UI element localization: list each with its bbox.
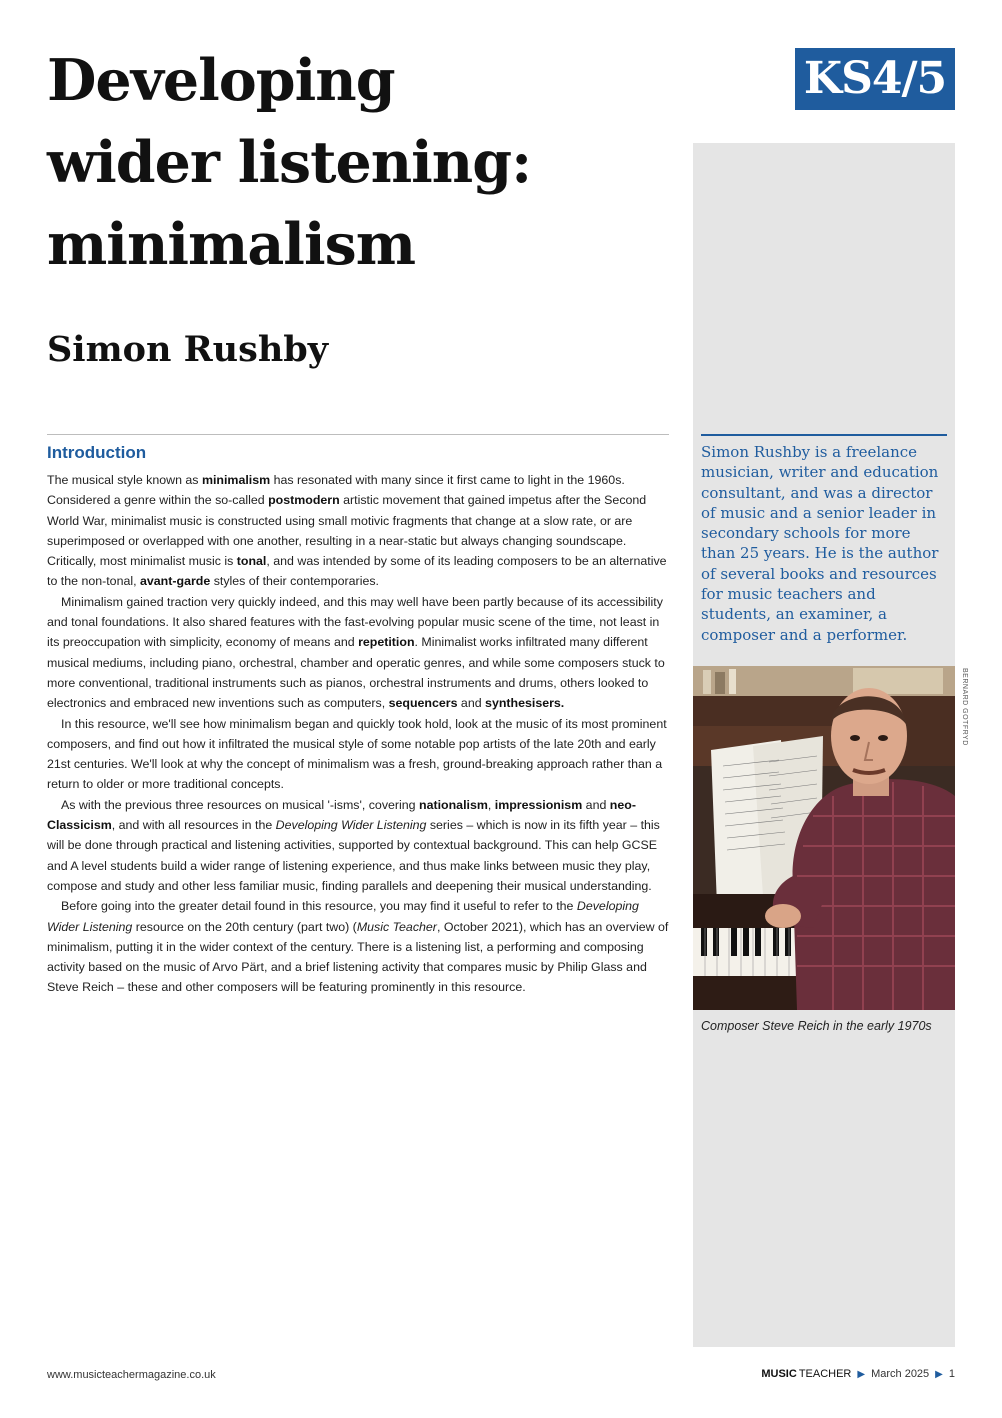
footer-brand-music: MUSIC [761, 1368, 797, 1380]
paragraph-4: As with the previous three resources on musical '-isms', covering nationalism, impressionism and neo-Classicism, and with all resources in the Developing Wider Listening series – which is now in its fifth year – this will be done through practical and listening activities, supported by contextual background. This can help GCSE and A level students build a wider range of listening experience, and thus make links between music they play, compose and study and other less familiar music, finding parallels and deepening their musical understanding. [47, 797, 660, 893]
bio-divider [701, 434, 947, 436]
photo-caption: Composer Steve Reich in the early 1970s [701, 1019, 932, 1033]
photo-credit: BERNARD GOTFRYD [961, 668, 968, 746]
composer-photo [693, 666, 955, 1010]
footer-brand-teacher: TEACHER [798, 1368, 852, 1380]
triangle-right-icon: ▶ [935, 1368, 943, 1380]
paragraph-2: Minimalism gained traction very quickly indeed, and this may well have been partly because of its accessibility and tonal foundations. It also shared features with the fast-evolving popular music scene of the time, not least in its preoccupation with simplicity, economy of means and repetition. Minimalist works infiltrated many different musical mediums, including piano, orchestral, chamber and operatic genres, and while some composers stuck to more conventional, traditional instruments such as pianos, orchestral instruments and drums, others looked to electronics and embraced new inventions such as computers, sequencers and synthesisers. [47, 594, 665, 711]
composer-photo-illustration [693, 666, 955, 1010]
section-divider [47, 434, 669, 435]
paragraph-1: The musical style known as minimalism has resonated with many since it first came to light in the 1960s. Considered a genre within the so-called postmodern artistic movement that gained impetus after the Second World War, minimalist music is constructed using small motivic fragments that change at a slow rate, or are superimposed or overlapped with one another, resulting in a near-static but always changing soundscape. Critically, most minimalist music is tonal, and was intended by some of its leading composers to be an alternative to the non-tonal, avant-garde styles of their contemporaries. [47, 473, 667, 589]
footer-issue-info [761, 1368, 955, 1380]
key-stage-badge: KS4/5 [795, 48, 955, 110]
page-number: 1 [948, 1368, 955, 1380]
title-line-1: Developing [47, 47, 395, 114]
footer-issue-date: March 2025 [871, 1368, 930, 1380]
article-title [47, 40, 667, 286]
author-name: Simon Rushby [47, 329, 329, 370]
paragraph-5: Before going into the greater detail found in this resource, you may find it useful to refer to the Developing Wider Listening resource on the 20th century (part two) (Music Teacher, October 2021), which has an overview of minimalism, putting it in the wider context of the century. There is a listening list, a performing and composing activity based on the music of Arvo Pärt, and a brief listening activity that compares music by Philip Glass and Steve Reich – these and other composers will be featuring prominently in this resource. [47, 899, 669, 995]
title-line-3: minimalism [47, 211, 416, 278]
triangle-right-icon: ▶ [857, 1368, 866, 1380]
article-body [47, 470, 669, 998]
footer-website-link[interactable]: www.musicteachermagazine.co.uk [47, 1369, 216, 1381]
paragraph-3: In this resource, we'll see how minimalism began and quickly took hold, look at the music of its most prominent composers, and find out how it infiltrated the musical style of some notable pop artists of the late 20th and early 21st centuries. We'll look at why the concept of minimalism was a fresh, ground-breaking approach rather than a return to older or more traditional concepts. [47, 716, 667, 792]
author-bio: Simon Rushby is a freelance musician, writer and education consultant, and was a director of music and a senior leader in secondary schools for more than 25 years. He is the author of several books and resources for music teachers and students, an examiner, a composer and a performer. [701, 443, 939, 644]
section-heading-introduction: Introduction [47, 443, 147, 462]
title-line-2: wider listening: [47, 129, 532, 196]
